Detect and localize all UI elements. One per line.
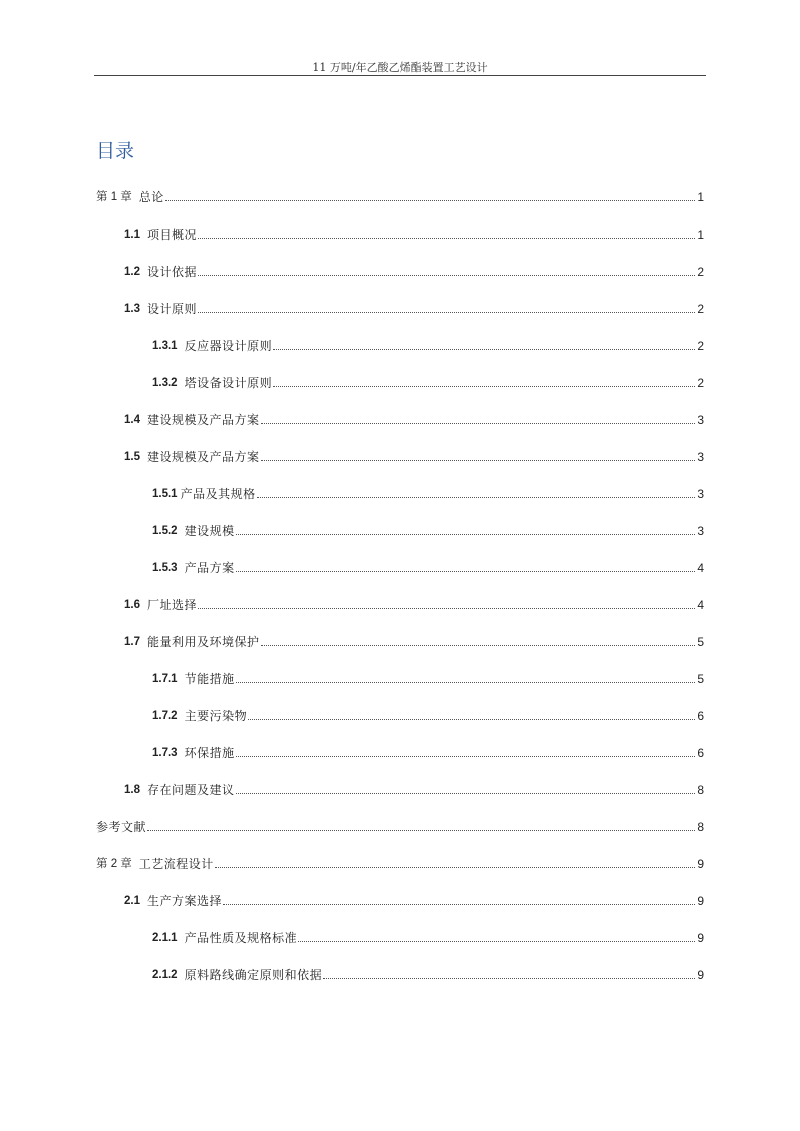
toc-page-number: 1 [697, 228, 704, 242]
toc-entry-text: 厂址选择 [147, 598, 198, 612]
toc-page-number: 3 [697, 413, 704, 427]
toc-entry-text: 工艺流程设计 [138, 857, 214, 871]
toc-entry-text: 能量利用及环境保护 [147, 635, 260, 649]
toc-entry-1-3[interactable] [124, 300, 704, 318]
toc-dot-leader [236, 682, 695, 683]
toc-dot-leader [261, 423, 695, 424]
toc-entry-1-5-2[interactable] [152, 522, 704, 540]
toc-entry-text: 总论 [138, 190, 164, 204]
toc-page-number: 9 [697, 931, 704, 945]
toc-entry-number: 1.7.1 [152, 673, 178, 685]
toc-dot-leader [147, 830, 695, 831]
toc-page-number: 8 [697, 783, 704, 797]
toc-page-number: 5 [697, 635, 704, 649]
toc-entry-1-4[interactable] [124, 411, 704, 429]
toc-entry-1-8[interactable] [124, 781, 704, 799]
toc-page-number: 9 [697, 968, 704, 982]
toc-entry-2-1[interactable] [124, 892, 704, 910]
toc-entry-1-3-1[interactable] [152, 337, 704, 355]
toc-page-number: 2 [697, 376, 704, 390]
toc-entry-number: 1.2 [124, 266, 140, 278]
toc-page-number: 1 [697, 190, 704, 204]
toc-entry-number: 第 1 章 [96, 191, 132, 203]
toc-entry-text: 塔设备设计原则 [184, 376, 273, 390]
toc-dot-leader [273, 349, 695, 350]
toc-page-number: 3 [697, 450, 704, 464]
toc-dot-leader [165, 200, 695, 201]
toc-dot-leader [261, 460, 695, 461]
toc-entry-1-1[interactable] [124, 226, 704, 244]
toc-entry-number: 2.1.1 [152, 932, 178, 944]
toc-entry-text: 主要污染物 [184, 709, 248, 723]
toc-dot-leader [198, 312, 695, 313]
toc-entry-text: 生产方案选择 [147, 894, 223, 908]
header-divider [94, 75, 706, 76]
toc-entry-number: 1.3.2 [152, 377, 178, 389]
toc-dot-leader [248, 719, 695, 720]
toc-entry-1-3-2[interactable] [152, 374, 704, 392]
toc-entry-number: 1.3.1 [152, 340, 178, 352]
toc-dot-leader [236, 571, 695, 572]
toc-page-number: 6 [697, 746, 704, 760]
toc-page-number: 6 [697, 709, 704, 723]
toc-dot-leader [323, 978, 695, 979]
toc-entry-text: 建设规模 [184, 524, 235, 538]
toc-entry-text: 设计原则 [147, 302, 198, 316]
toc-entry-text: 建设规模及产品方案 [147, 413, 260, 427]
toc-entry-text: 参考文献 [96, 820, 147, 834]
toc-dot-leader [236, 793, 695, 794]
toc-entry-1-5-3[interactable] [152, 559, 704, 577]
toc-entry-text: 环保措施 [184, 746, 235, 760]
toc-entry-text: 原料路线确定原则和依据 [184, 968, 323, 982]
toc-entry-1-7-2[interactable] [152, 707, 704, 725]
toc-entry-2-1-1[interactable] [152, 929, 704, 947]
toc-entry-text: 存在问题及建议 [147, 783, 235, 797]
toc-entry-number: 1.5.3 [152, 562, 178, 574]
toc-dot-leader [236, 534, 695, 535]
page-header: 11 万吨/年乙酸乙烯酯装置工艺设计 [312, 61, 488, 74]
toc-entry-chapter-1[interactable] [96, 188, 704, 206]
toc-dot-leader [198, 275, 695, 276]
toc-entry-1-7-1[interactable] [152, 670, 704, 688]
toc-entry-1-2[interactable] [124, 263, 704, 281]
toc-entry-number: 1.5.2 [152, 525, 178, 537]
toc-page-number: 3 [697, 487, 704, 501]
toc-entry-1-7-3[interactable] [152, 744, 704, 762]
toc-page-number: 2 [697, 265, 704, 279]
toc-entry-number: 1.5.1 [152, 488, 178, 500]
toc-entry-number: 1.7.2 [152, 710, 178, 722]
toc-dot-leader [261, 645, 695, 646]
toc-entry-1-5[interactable] [124, 448, 704, 466]
toc-entry-text: 反应器设计原则 [184, 339, 273, 353]
toc-entry-number: 1.8 [124, 784, 140, 796]
toc-page-number: 5 [697, 672, 704, 686]
toc-entry-number: 1.6 [124, 599, 140, 611]
toc-entry-1-6[interactable] [124, 596, 704, 614]
toc-page-number: 2 [697, 302, 704, 316]
toc-page-number: 2 [697, 339, 704, 353]
toc-dot-leader [198, 238, 695, 239]
toc-page-number: 4 [697, 598, 704, 612]
toc-entry-number: 1.3 [124, 303, 140, 315]
toc-entry-text: 产品及其规格 [180, 487, 256, 501]
toc-dot-leader [257, 497, 695, 498]
toc-entry-number: 1.1 [124, 229, 140, 241]
toc-entry-text: 节能措施 [184, 672, 235, 686]
toc-entry-number: 1.5 [124, 451, 140, 463]
toc-dot-leader [236, 756, 695, 757]
toc-dot-leader [298, 941, 695, 942]
toc-entry-text: 产品性质及规格标准 [184, 931, 298, 945]
toc-entry-number: 2.1 [124, 895, 140, 907]
toc-entry-text: 设计依据 [147, 265, 198, 279]
toc-title: 目录 [96, 140, 135, 162]
toc-entry-1-5-1[interactable] [152, 485, 704, 503]
toc-entry-number: 1.7.3 [152, 747, 178, 759]
toc-dot-leader [223, 904, 695, 905]
toc-entry-references[interactable] [96, 818, 704, 836]
toc-page-number: 9 [697, 894, 704, 908]
toc-entry-2-1-2[interactable] [152, 966, 704, 984]
toc-entry-text: 项目概况 [147, 228, 198, 242]
toc-entry-number: 1.7 [124, 636, 140, 648]
toc-entry-chapter-2[interactable] [96, 855, 704, 873]
toc-dot-leader [198, 608, 695, 609]
toc-entry-number: 第 2 章 [96, 858, 132, 870]
toc-entry-text: 建设规模及产品方案 [147, 450, 260, 464]
toc-dot-leader [273, 386, 695, 387]
toc-page-number: 4 [697, 561, 704, 575]
toc-entry-text: 产品方案 [184, 561, 235, 575]
toc-page-number: 9 [697, 857, 704, 871]
toc-entry-1-7[interactable] [124, 633, 704, 651]
toc-entry-number: 2.1.2 [152, 969, 178, 981]
toc-page-number: 8 [697, 820, 704, 834]
toc-dot-leader [215, 867, 695, 868]
toc-page-number: 3 [697, 524, 704, 538]
toc-entry-number: 1.4 [124, 414, 140, 426]
